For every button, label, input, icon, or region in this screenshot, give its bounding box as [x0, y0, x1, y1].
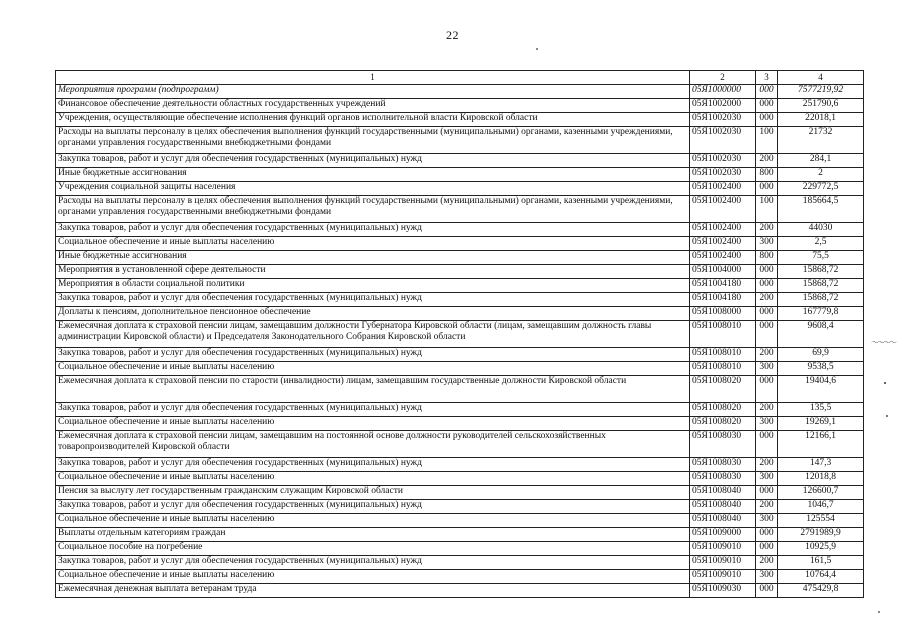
header-col-4: 4	[778, 71, 864, 85]
row-type-cell: 000	[756, 182, 778, 196]
row-amount-cell: 284,1	[778, 154, 864, 168]
table-row	[56, 376, 864, 403]
row-type-cell: 000	[756, 431, 778, 458]
row-name-cell: Социальное обеспечение и иные выплаты населению	[56, 514, 690, 528]
table-row	[56, 584, 864, 598]
table-row	[56, 417, 864, 431]
table-row	[56, 223, 864, 237]
table-row	[56, 528, 864, 542]
table-row	[56, 196, 864, 223]
row-type-cell: 000	[756, 584, 778, 598]
row-code-cell: 05Я1008020	[690, 376, 756, 403]
table-header-row	[56, 71, 864, 85]
table-body	[56, 85, 864, 598]
row-code-cell: 05Я1009010	[690, 542, 756, 556]
table-row	[56, 403, 864, 417]
row-type-cell: 000	[756, 486, 778, 500]
row-name-cell: Выплаты отдельным категориям граждан	[56, 528, 690, 542]
row-type-cell: 800	[756, 251, 778, 265]
row-amount-cell: 135,5	[778, 403, 864, 417]
table-row	[56, 293, 864, 307]
row-name-cell: Ежемесячная доплата к страховой пенсии лицам, замещавшим на постоянной основе должности руководителей сельскохозяйственных товаропроизводителей Кировской области	[56, 431, 690, 458]
row-amount-cell: 10764,4	[778, 570, 864, 584]
table-row	[56, 500, 864, 514]
row-code-cell: 05Я1009030	[690, 584, 756, 598]
row-type-cell: 000	[756, 113, 778, 127]
row-type-cell: 000	[756, 542, 778, 556]
row-amount-cell: 185664,5	[778, 196, 864, 223]
row-type-cell: 100	[756, 127, 778, 154]
row-code-cell: 05Я1002030	[690, 127, 756, 154]
row-amount-cell: 69,9	[778, 348, 864, 362]
row-code-cell: 05Я1009010	[690, 570, 756, 584]
row-name-cell: Пенсия за выслугу лет государственным гражданским служащим Кировской области	[56, 486, 690, 500]
row-code-cell: 05Я1008040	[690, 500, 756, 514]
table-row	[56, 113, 864, 127]
row-code-cell: 05Я1002400	[690, 237, 756, 251]
row-code-cell: 05Я1008010	[690, 321, 756, 348]
table-row	[56, 472, 864, 486]
row-amount-cell: 125554	[778, 514, 864, 528]
table-row	[56, 279, 864, 293]
row-amount-cell: 15868,72	[778, 293, 864, 307]
row-type-cell: 200	[756, 458, 778, 472]
row-name-cell: Закупка товаров, работ и услуг для обеспечения государственных (муниципальных) нужд	[56, 348, 690, 362]
row-amount-cell: 2	[778, 168, 864, 182]
row-code-cell: 05Я1009010	[690, 556, 756, 570]
row-type-cell: 000	[756, 376, 778, 403]
table-row	[56, 265, 864, 279]
row-amount-cell: 22018,1	[778, 113, 864, 127]
row-type-cell: 200	[756, 556, 778, 570]
row-amount-cell: 161,5	[778, 556, 864, 570]
row-code-cell: 05Я1008030	[690, 431, 756, 458]
row-code-cell: 05Я1008040	[690, 486, 756, 500]
table-row	[56, 168, 864, 182]
scan-speck	[886, 415, 888, 417]
row-code-cell: 05Я1008020	[690, 403, 756, 417]
row-type-cell: 300	[756, 237, 778, 251]
table-row	[56, 237, 864, 251]
header-col-1: 1	[56, 71, 690, 85]
header-col-3: 3	[756, 71, 778, 85]
table-row	[56, 362, 864, 376]
row-code-cell: 05Я1002400	[690, 251, 756, 265]
table-row	[56, 458, 864, 472]
row-name-cell: Учреждения, осуществляющие обеспечение исполнения функций органов исполнительной власти Кировской области	[56, 113, 690, 127]
row-amount-cell: 10925,9	[778, 542, 864, 556]
row-type-cell: 200	[756, 348, 778, 362]
table-row	[56, 85, 864, 99]
row-code-cell: 05Я1008030	[690, 458, 756, 472]
row-name-cell: Мероприятия в установленной сфере деятельности	[56, 265, 690, 279]
row-name-cell: Социальное обеспечение и иные выплаты населению	[56, 472, 690, 486]
row-code-cell: 05Я1008030	[690, 472, 756, 486]
row-amount-cell: 9538,5	[778, 362, 864, 376]
row-name-cell: Иные бюджетные ассигнования	[56, 251, 690, 265]
row-name-cell: Ежемесячная доплата к страховой пенсии лицам, замещавшим должности Губернатора Кировской области (лицам, замещавшим должность главы администрации Кировской области) и Председателя Законодательного Собрания Кировской области	[56, 321, 690, 348]
row-type-cell: 000	[756, 85, 778, 99]
row-code-cell: 05Я1002030	[690, 154, 756, 168]
table-row	[56, 570, 864, 584]
row-type-cell: 200	[756, 293, 778, 307]
row-amount-cell: 21732	[778, 127, 864, 154]
row-type-cell: 300	[756, 570, 778, 584]
table-row	[56, 542, 864, 556]
row-amount-cell: 2791989,9	[778, 528, 864, 542]
row-name-cell: Закупка товаров, работ и услуг для обеспечения государственных (муниципальных) нужд	[56, 403, 690, 417]
row-name-cell: Социальное пособие на погребение	[56, 542, 690, 556]
row-amount-cell: 229772,5	[778, 182, 864, 196]
row-code-cell: 05Я1002030	[690, 168, 756, 182]
table-row	[56, 556, 864, 570]
table-header	[56, 71, 864, 85]
header-col-2: 2	[690, 71, 756, 85]
row-amount-cell: 475429,8	[778, 584, 864, 598]
row-code-cell: 05Я1004180	[690, 293, 756, 307]
row-name-cell: Социальное обеспечение и иные выплаты населению	[56, 362, 690, 376]
table-row	[56, 321, 864, 348]
row-name-cell: Закупка товаров, работ и услуг для обеспечения государственных (муниципальных) нужд	[56, 500, 690, 514]
row-type-cell: 000	[756, 265, 778, 279]
row-type-cell: 200	[756, 223, 778, 237]
row-code-cell: 05Я1002400	[690, 223, 756, 237]
row-code-cell: 05Я1002400	[690, 196, 756, 223]
row-code-cell: 05Я1008000	[690, 307, 756, 321]
row-type-cell: 200	[756, 154, 778, 168]
page-number: 22	[446, 28, 459, 42]
row-amount-cell: 1046,7	[778, 500, 864, 514]
row-amount-cell: 19404,6	[778, 376, 864, 403]
row-amount-cell: 12166,1	[778, 431, 864, 458]
row-type-cell: 000	[756, 321, 778, 348]
row-type-cell: 000	[756, 528, 778, 542]
row-name-cell: Закупка товаров, работ и услуг для обеспечения государственных (муниципальных) нужд	[56, 154, 690, 168]
row-name-cell: Социальное обеспечение и иные выплаты населению	[56, 417, 690, 431]
row-code-cell: 05Я1008040	[690, 514, 756, 528]
row-code-cell: 05Я1009000	[690, 528, 756, 542]
table-row	[56, 154, 864, 168]
row-name-cell: Доплаты к пенсиям, дополнительное пенсионное обеспечение	[56, 307, 690, 321]
row-code-cell: 05Я1008020	[690, 417, 756, 431]
row-name-cell: Закупка товаров, работ и услуг для обеспечения государственных (муниципальных) нужд	[56, 556, 690, 570]
row-name-cell: Социальное обеспечение и иные выплаты населению	[56, 237, 690, 251]
row-code-cell: 05Я1008010	[690, 348, 756, 362]
scan-speck	[878, 611, 880, 613]
row-name-cell: Мероприятия в области социальной политики	[56, 279, 690, 293]
row-name-cell: Мероприятия программ (подпрограмм)	[56, 85, 690, 99]
row-amount-cell: 147,3	[778, 458, 864, 472]
row-code-cell: 05Я1004000	[690, 265, 756, 279]
row-name-cell: Расходы на выплаты персоналу в целях обеспечения выполнения функций государственными (муниципальными) органами, казенными учреждениями, органами управления государственными внебюджетными фондами	[56, 127, 690, 154]
table-row	[56, 127, 864, 154]
row-name-cell: Закупка товаров, работ и услуг для обеспечения государственных (муниципальных) нужд	[56, 293, 690, 307]
table-row	[56, 486, 864, 500]
table-row	[56, 514, 864, 528]
row-name-cell: Закупка товаров, работ и услуг для обеспечения государственных (муниципальных) нужд	[56, 223, 690, 237]
row-type-cell: 800	[756, 168, 778, 182]
row-amount-cell: 9608,4	[778, 321, 864, 348]
row-code-cell: 05Я1002400	[690, 182, 756, 196]
row-name-cell: Иные бюджетные ассигнования	[56, 168, 690, 182]
row-type-cell: 100	[756, 196, 778, 223]
row-code-cell: 05Я1002000	[690, 99, 756, 113]
row-type-cell: 300	[756, 417, 778, 431]
scan-artifact: ～～～～	[871, 338, 895, 347]
scan-speck	[536, 48, 538, 50]
row-name-cell: Социальное обеспечение и иные выплаты населению	[56, 570, 690, 584]
row-code-cell: 05Я1008010	[690, 362, 756, 376]
row-type-cell: 000	[756, 307, 778, 321]
row-type-cell: 200	[756, 500, 778, 514]
row-amount-cell: 19269,1	[778, 417, 864, 431]
row-code-cell: 05Я1000000	[690, 85, 756, 99]
row-amount-cell: 2,5	[778, 237, 864, 251]
table-row	[56, 251, 864, 265]
row-amount-cell: 251790,6	[778, 99, 864, 113]
budget-table	[55, 70, 864, 598]
row-type-cell: 300	[756, 514, 778, 528]
row-type-cell: 000	[756, 279, 778, 293]
row-name-cell: Закупка товаров, работ и услуг для обеспечения государственных (муниципальных) нужд	[56, 458, 690, 472]
row-name-cell: Учреждения социальной защиты населения	[56, 182, 690, 196]
row-amount-cell: 126600,7	[778, 486, 864, 500]
row-code-cell: 05Я1004180	[690, 279, 756, 293]
row-amount-cell: 44030	[778, 223, 864, 237]
row-name-cell: Расходы на выплаты персоналу в целях обеспечения выполнения функций государственными (муниципальными) органами, казенными учреждениями, органами управления государственными внебюджетными фондами	[56, 196, 690, 223]
row-name-cell: Финансовое обеспечение деятельности областных государственных учреждений	[56, 99, 690, 113]
row-amount-cell: 167779,8	[778, 307, 864, 321]
row-amount-cell: 75,5	[778, 251, 864, 265]
row-type-cell: 000	[756, 99, 778, 113]
row-amount-cell: 15868,72	[778, 265, 864, 279]
row-type-cell: 200	[756, 403, 778, 417]
table-row	[56, 99, 864, 113]
row-code-cell: 05Я1002030	[690, 113, 756, 127]
table-row	[56, 431, 864, 458]
scan-speck	[884, 382, 886, 384]
row-type-cell: 300	[756, 472, 778, 486]
row-name-cell: Ежемесячная доплата к страховой пенсии по старости (инвалидности) лицам, замещавшим государственные должности Кировской области	[56, 376, 690, 403]
table-row	[56, 182, 864, 196]
row-name-cell: Ежемесячная денежная выплата ветеранам труда	[56, 584, 690, 598]
row-amount-cell: 7577219,92	[778, 85, 864, 99]
row-amount-cell: 15868,72	[778, 279, 864, 293]
row-type-cell: 300	[756, 362, 778, 376]
table-row	[56, 348, 864, 362]
table-row	[56, 307, 864, 321]
row-amount-cell: 12018,8	[778, 472, 864, 486]
